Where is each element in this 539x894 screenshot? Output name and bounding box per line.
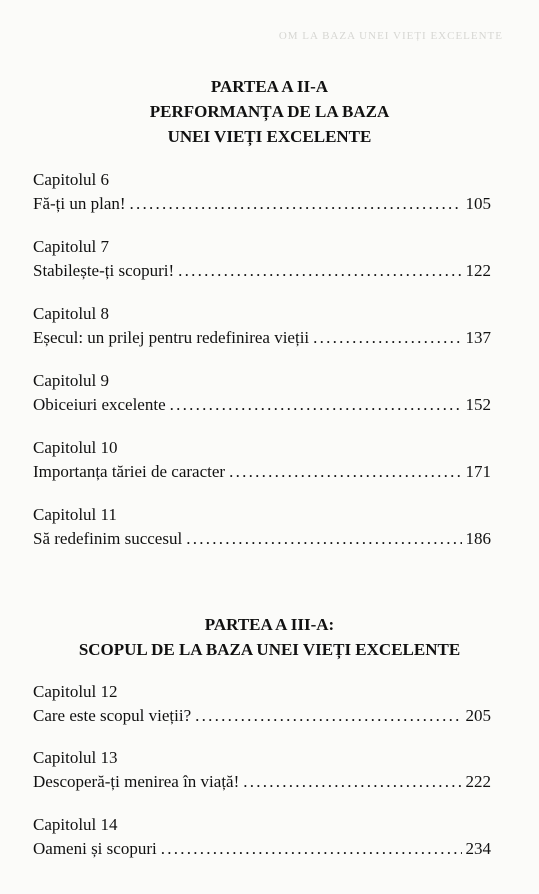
- page-number: 122: [465, 261, 491, 280]
- toc-line[interactable]: [33, 393, 491, 417]
- part-3-heading-line-1: PARTEA A III-A:: [204, 615, 335, 634]
- part-2-heading-line-3: UNEI VIEȚI EXCELENTE: [167, 127, 372, 146]
- chapter-title: Eșecul: un prilej pentru redefinirea vieții: [33, 328, 310, 347]
- toc-entry-chapter-11[interactable]: [33, 503, 491, 551]
- dot-leader: [161, 837, 462, 861]
- toc-line[interactable]: [33, 704, 491, 728]
- toc-line[interactable]: [33, 192, 491, 216]
- part-2-heading-line-1: PARTEA A II-A: [210, 77, 329, 96]
- toc-line[interactable]: [33, 527, 491, 551]
- dot-leader: [186, 527, 461, 551]
- chapter-title: Fă-ți un plan!: [33, 194, 126, 213]
- toc-line[interactable]: [33, 770, 491, 794]
- page-number: 205: [465, 706, 491, 725]
- dot-leader: [243, 770, 461, 794]
- page-number: 186: [465, 529, 491, 548]
- chapter-label: Capitolul 11: [33, 505, 117, 524]
- page-number: 152: [465, 395, 491, 414]
- chapter-label: Capitolul 8: [33, 304, 110, 323]
- page-number: 222: [465, 772, 491, 791]
- toc-entry-chapter-13[interactable]: [33, 746, 491, 794]
- part-2-heading-line-2: PERFORMANȚA DE LA BAZA: [149, 102, 390, 121]
- toc-entry-chapter-8[interactable]: [33, 302, 491, 350]
- toc-entry-chapter-7[interactable]: [33, 235, 491, 283]
- page-number: 171: [465, 462, 491, 481]
- chapter-label: Capitolul 10: [33, 438, 118, 457]
- chapter-title: Importanța tăriei de caracter: [33, 462, 226, 481]
- dot-leader: [313, 326, 461, 350]
- part-3-heading-line-2: SCOPUL DE LA BAZA UNEI VIEȚI EXCELENTE: [78, 640, 461, 659]
- bleed-through-header: OM LA BAZA UNEI VIEȚI EXCELENTE: [278, 30, 503, 42]
- toc-line[interactable]: [33, 837, 491, 861]
- chapter-title: Descoperă-ți menirea în viață!: [33, 772, 240, 791]
- page-number: 137: [465, 328, 491, 347]
- chapter-label: Capitolul 9: [33, 371, 110, 390]
- toc-entry-chapter-10[interactable]: [33, 436, 491, 484]
- chapter-label: Capitolul 6: [33, 170, 110, 189]
- toc-entry-chapter-12[interactable]: [33, 680, 491, 728]
- page-number: 105: [465, 194, 491, 213]
- chapter-label: Capitolul 14: [33, 815, 118, 834]
- dot-leader: [130, 192, 462, 216]
- dot-leader: [229, 460, 461, 484]
- part-2-heading: [0, 74, 539, 149]
- chapter-title: Stabilește-ți scopuri!: [33, 261, 175, 280]
- toc-entry-chapter-9[interactable]: [33, 369, 491, 417]
- dot-leader: [178, 259, 461, 283]
- toc-entry-chapter-14[interactable]: [33, 813, 491, 861]
- toc-line[interactable]: [33, 326, 491, 350]
- chapter-label: Capitolul 13: [33, 748, 118, 767]
- toc-line[interactable]: [33, 460, 491, 484]
- chapter-title: Obiceiuri excelente: [33, 395, 166, 414]
- dot-leader: [170, 393, 462, 417]
- chapter-label: Capitolul 7: [33, 237, 110, 256]
- chapter-title: Să redefinim succesul: [33, 529, 183, 548]
- toc-line[interactable]: [33, 259, 491, 283]
- page-number: 234: [465, 839, 491, 858]
- dot-leader: [195, 704, 461, 728]
- part-3-heading: [0, 612, 539, 662]
- chapter-title: Care este scopul vieții?: [33, 706, 192, 725]
- toc-entry-chapter-6[interactable]: [33, 168, 491, 216]
- chapter-title: Oameni și scopuri: [33, 839, 157, 858]
- chapter-label: Capitolul 12: [33, 682, 118, 701]
